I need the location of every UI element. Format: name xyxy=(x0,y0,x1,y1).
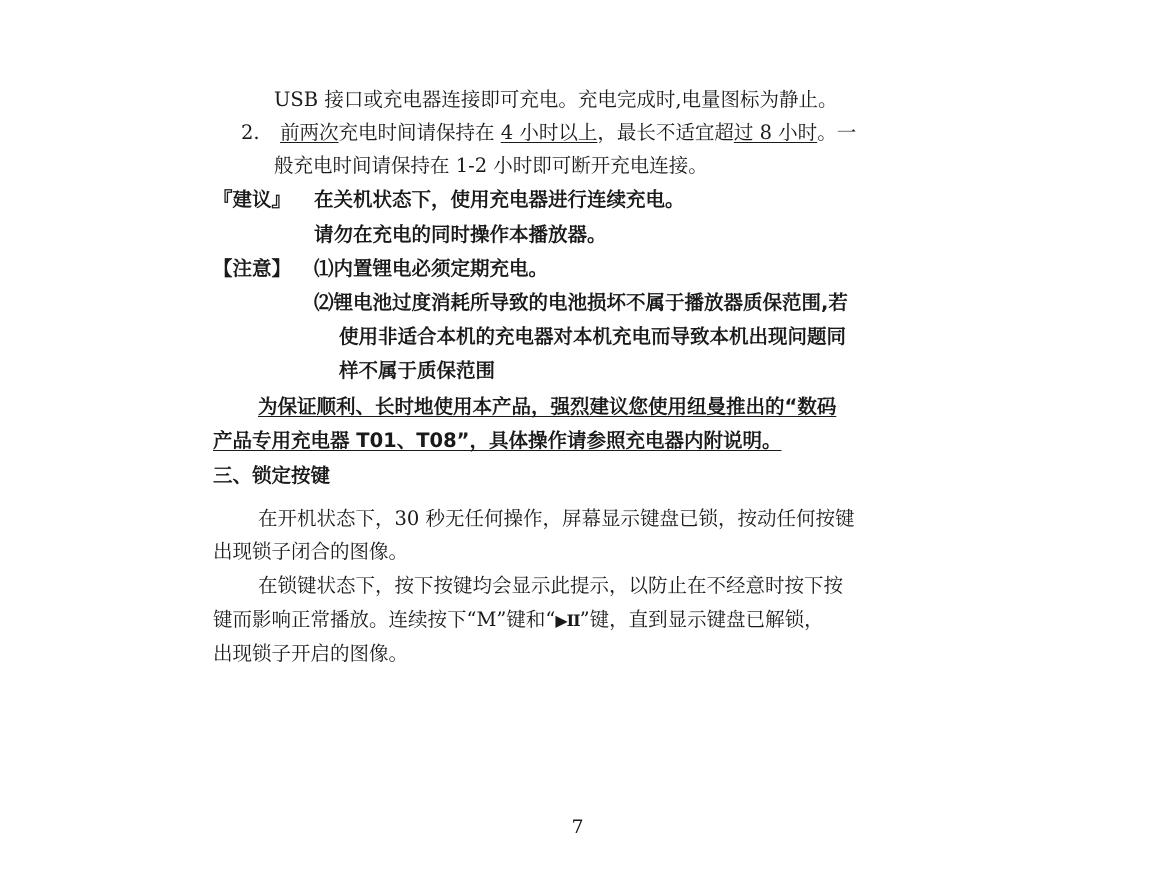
section3-para2-line-2 xyxy=(213,608,824,632)
notice-label: 【注意】 xyxy=(213,257,292,280)
notice-item-2-line-2: 使用非适合本机的充电器对本机充电而导致本机出现问题同 xyxy=(339,325,847,348)
para2-text-after-icon: ”键，直到显示键盘已解锁， xyxy=(579,608,824,631)
notice-item-2-line-1: ⑵锂电池过度消耗所导致的电池损坏不属于播放器质保范围,若 xyxy=(314,291,848,314)
list-number: 2. xyxy=(241,121,260,144)
play-pause-icon: ▶II xyxy=(555,611,580,630)
notice-item-1: ⑴内置锂电必须定期充电。 xyxy=(314,257,549,280)
text-four-hours: 4 小时以上 xyxy=(500,121,598,144)
section3-para1-line-1: 在开机状态下，30 秒无任何操作，屏幕显示键盘已锁，按动任何按键 xyxy=(258,507,855,530)
suggestion-label: 『建议』 xyxy=(213,188,292,211)
text-max: ，最长不适宜超 xyxy=(597,121,734,144)
section3-para2-line-1: 在锁键状态下，按下按键均会显示此提示，以防止在不经意时按下按 xyxy=(258,574,844,597)
section-heading-lock-keys: 三、锁定按键 xyxy=(213,464,331,487)
recommend-line-1: 为保证顺利、长时地使用本产品，强烈建议您使用纽曼推出的“数码 xyxy=(258,395,837,418)
section3-para1-line-2: 出现锁子闭合的图像。 xyxy=(213,540,409,563)
notice-item-2-line-3: 样不属于质保范围 xyxy=(339,359,496,382)
para2-text-before-icon: 键而影响正常播放。连续按下“M”键和“ xyxy=(213,608,556,631)
suggestion-line-2: 请勿在充电的同时操作本播放器。 xyxy=(314,223,607,246)
suggestion-line-1: 在关机状态下，使用充电器进行连续充电。 xyxy=(314,188,685,211)
text-line-general-charge: 般充电时间请保持在 1-2 小时即可断开充电连接。 xyxy=(274,154,708,177)
recommend-line-2: 产品专用充电器 T01、T08”，具体操作请参照充电器内附说明。 xyxy=(213,429,782,452)
page-number: 7 xyxy=(571,816,584,838)
text-charge-time: 充电时间请保持在 xyxy=(338,121,495,144)
text-tail: 。一 xyxy=(817,121,857,144)
section3-para2-line-3: 出现锁子开启的图像。 xyxy=(213,642,409,665)
text-eight-hours: 过 8 小时 xyxy=(733,121,818,144)
list-item-2-line xyxy=(241,121,856,145)
text-first-two-times: 前两次 xyxy=(280,121,339,144)
text-line-usb-charging: USB 接口或充电器连接即可充电。充电完成时,电量图标为静止。 xyxy=(274,88,838,111)
